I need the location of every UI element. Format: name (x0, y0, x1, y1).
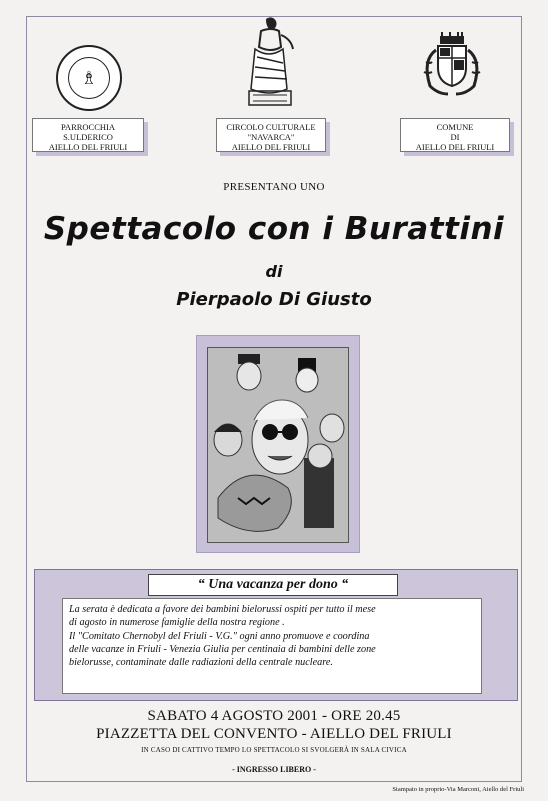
presents-heading: PRESENTANO UNO (223, 181, 325, 193)
story-text (62, 598, 482, 694)
story-line: La serata è dedicata a favore dei bambini bielorussi ospiti per tutto il mese (69, 604, 376, 615)
organizer-line: "NAVARCA" (247, 132, 295, 142)
organizer-parish (32, 118, 144, 152)
organizer-line: AIELLO DEL FRIULI (415, 142, 495, 152)
show-title: Spettacolo con i Burattini (43, 211, 505, 247)
bishop-icon: ♗ (68, 57, 110, 99)
author-name: Pierpaolo Di Giusto (176, 289, 372, 310)
organizer-comune (400, 118, 510, 152)
organizer-line: CIRCOLO CULTURALE (226, 122, 316, 132)
free-entry-label: - INGRESSO LIBERO - (232, 765, 316, 774)
organizer-circle (216, 118, 326, 152)
organizer-line: DI (450, 132, 460, 142)
bad-weather-note: IN CASO DI CATTIVO TEMPO LO SPETTACOLO SI SVOLGERÀ IN SALA CIVICA (141, 746, 407, 754)
event-place: PIAZZETTA DEL CONVENTO - AIELLO DEL FRIULI (96, 726, 452, 742)
story-line: Il "Comitato Chernobyl del Friuli - V.G." ogni anno promuove e coordina (69, 630, 370, 642)
parish-seal-logo (56, 45, 122, 111)
organizer-line: COMUNE (436, 122, 474, 132)
organizer-line: PARROCCHIA (60, 122, 115, 132)
by-label: di (265, 262, 283, 281)
story-line: delle vacanze in Friuli - Venezia Giulia per centinaia di bambini delle zone (69, 643, 376, 655)
coat-of-arms-logo (420, 32, 484, 100)
motto-banner: “ Una vacanza per dono “ (148, 574, 398, 596)
organizer-line: AIELLO DEL FRIULI (48, 142, 128, 152)
organizer-line: S.ULDERICO (63, 132, 113, 142)
story-line: di agosto in numerose famiglie della nostra regione . (69, 617, 285, 629)
event-date: SABATO 4 AGOSTO 2001 - ORE 20.45 (147, 708, 401, 724)
puppeteer-with-puppets-illustration (208, 348, 348, 542)
story-line: bielorusse, contaminate dalle radiazioni della centrale nucleare. (69, 657, 333, 669)
organizer-line: AIELLO DEL FRIULI (231, 142, 311, 152)
statue-logo (241, 15, 299, 109)
puppets-photo (207, 347, 349, 543)
printer-credit: Stampato in proprio-Via Marconi, Aiello del Friuli (392, 786, 524, 793)
